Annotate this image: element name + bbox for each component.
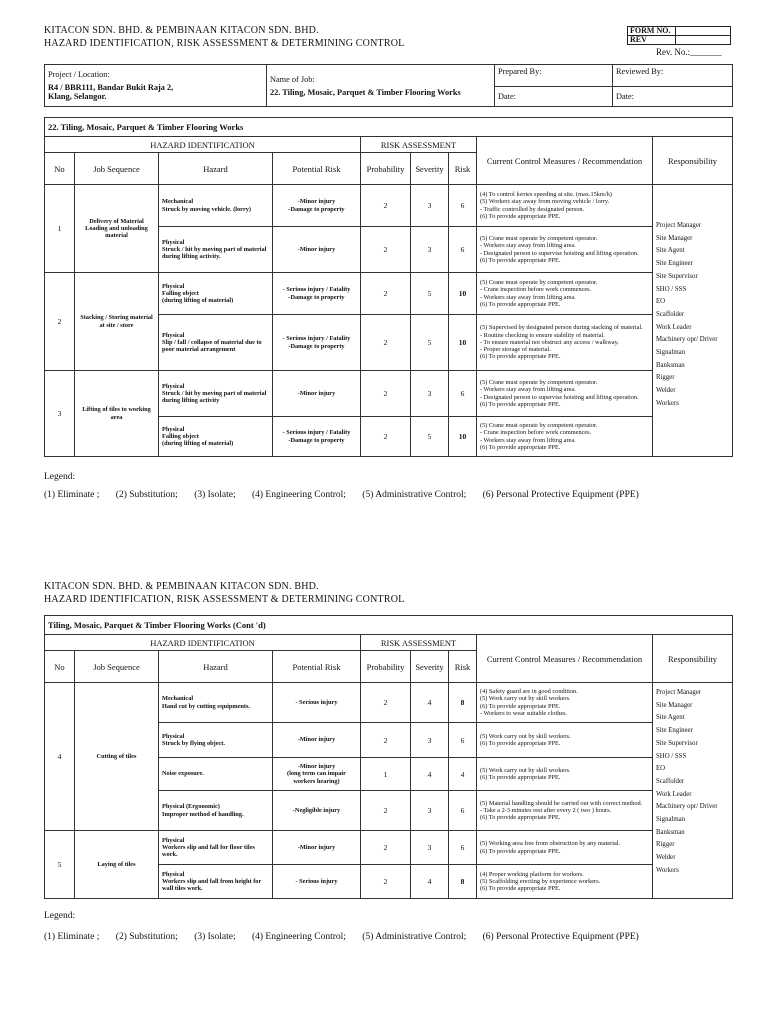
job-number: 2 xyxy=(45,273,75,371)
responsibility-item: Welder xyxy=(656,854,676,862)
risk-cell: 6 xyxy=(449,723,477,758)
hazard-cell: Physical Falling object (during lifting of material) xyxy=(159,273,273,315)
hazard-cell: Physical Falling object (during lifting of material) xyxy=(159,417,273,457)
responsibility-item: Site Manager xyxy=(656,234,693,242)
potential-risk-cell: -Minor injury xyxy=(273,371,361,417)
legend-title-2: Legend: xyxy=(44,911,76,921)
document-title-2: HAZARD IDENTIFICATION, RISK ASSESSMENT & DETERMINING CONTROL xyxy=(44,594,405,605)
severity-cell: 4 xyxy=(411,865,449,899)
probability-cell: 2 xyxy=(361,371,411,417)
control-cell: (5) Supervised by designated person during stacking of material. - Routine checking to ensure stability of material. - To ensure material not obstruct any access / walkway. - Proper storage of material. (6) To provide appropriate PPE. xyxy=(477,315,653,371)
responsibility-item: Work Leader xyxy=(656,323,692,331)
potential-risk-cell: -Minor injury xyxy=(273,831,361,865)
potential-risk-cell: -Negligible injury xyxy=(273,791,361,831)
responsibility-header: Responsibility xyxy=(653,137,733,185)
hazard-cell: Noise exposure. xyxy=(159,758,273,791)
responsibility-list xyxy=(653,185,733,457)
legend-items-2 xyxy=(44,932,653,942)
probability-cell: 2 xyxy=(361,683,411,723)
no-header: No xyxy=(45,153,75,185)
hazard-table-page1 xyxy=(44,117,733,457)
hazard-cell: Physical Struck by flying object. xyxy=(159,723,273,758)
hazard-cell: Physical Slip / fall / collapse of material due to poor material arrangement xyxy=(159,315,273,371)
risk-header: Risk xyxy=(449,153,477,185)
responsibility-item: Site Supervisor xyxy=(656,272,698,280)
legend-item: (1) Eliminate ; xyxy=(44,490,100,500)
responsibility-item: Machinery opr/ Driver xyxy=(656,336,718,344)
risk-cell: 6 xyxy=(449,185,477,227)
potential-risk-cell: -Minor injury xyxy=(273,227,361,273)
potential-risk-cell: - Serious injury / Fatality -Damage to property xyxy=(273,315,361,371)
responsibility-list-2 xyxy=(653,683,733,899)
probability-cell: 2 xyxy=(361,227,411,273)
job-sequence: Delivery of Material Loading and unloading material xyxy=(75,185,159,273)
job-number: 1 xyxy=(45,185,75,273)
project-info-table xyxy=(44,64,733,107)
responsibility-item: SHO / SSS xyxy=(656,285,687,293)
severity-cell: 4 xyxy=(411,758,449,791)
responsibility-item: Site Engineer xyxy=(656,727,693,735)
potential-risk-cell: - Serious injury xyxy=(273,683,361,723)
job-sequence: Cutting of tiles xyxy=(75,683,159,831)
document-title: HAZARD IDENTIFICATION, RISK ASSESSMENT & DETERMINING CONTROL xyxy=(44,38,405,49)
job-sequence: Stacking / Storing material at site / store xyxy=(75,273,159,371)
control-cell: (5) Crane must operate by competent operator. - Workers stay away from lifting area. - Designated person to supervise hoisting and lifting operation. (6) To provide appropriate PPE. xyxy=(477,227,653,273)
name-of-job-cell xyxy=(267,65,495,107)
table-row xyxy=(45,683,733,723)
probability-header: Probability xyxy=(361,153,411,185)
job-sequence: Lifting of tiles to working area xyxy=(75,371,159,457)
responsibility-item: Signalman xyxy=(656,816,686,824)
probability-cell: 2 xyxy=(361,273,411,315)
responsibility-item: EO xyxy=(656,765,666,773)
severity-cell: 3 xyxy=(411,831,449,865)
reviewed-by-label: Reviewed By: xyxy=(613,66,732,87)
project-location-value-line2: Klang, Selangor. xyxy=(48,92,107,101)
form-number-box xyxy=(627,26,731,45)
control-cell: (5) Working area free from obstruction by any material. (6) To provide appropriate PPE. xyxy=(477,831,653,865)
probability-cell: 2 xyxy=(361,417,411,457)
table-row xyxy=(45,185,733,227)
severity-cell: 5 xyxy=(411,273,449,315)
hazard-cell: Physical Struck / hit by moving part of material during lifting activity. xyxy=(159,227,273,273)
job-sequence: Laying of tiles xyxy=(75,831,159,899)
severity-cell: 3 xyxy=(411,227,449,273)
control-cell: (5) Work carry out by skill workers. (6) To provide appropriate PPE. xyxy=(477,758,653,791)
table-row xyxy=(45,273,733,315)
risk-cell: 8 xyxy=(449,865,477,899)
probability-cell: 2 xyxy=(361,185,411,227)
legend-item: (5) Administrative Control; xyxy=(362,932,467,942)
rev-label: REV xyxy=(628,36,676,45)
risk-header: Risk xyxy=(449,651,477,683)
responsibility-item: Project Manager xyxy=(656,222,702,229)
risk-cell: 6 xyxy=(449,831,477,865)
probability-cell: 2 xyxy=(361,865,411,899)
risk-cell: 8 xyxy=(449,683,477,723)
reviewed-date-label: Date: xyxy=(616,91,634,101)
prepared-by-cell xyxy=(495,65,613,107)
project-location-value: R4 / BBR111, Bandar Bukit Raja 2, xyxy=(48,83,174,92)
risk-cell: 10 xyxy=(449,417,477,457)
prepared-date-label: Date: xyxy=(498,91,516,101)
responsibility-item: Site Supervisor xyxy=(656,739,698,747)
severity-cell: 3 xyxy=(411,371,449,417)
reviewed-by-cell xyxy=(613,65,733,107)
job-number: 5 xyxy=(45,831,75,899)
potential-risk-cell: -Minor injury (long term can impair workers hearing) xyxy=(273,758,361,791)
control-cell: (5) Crane must operate by competent operator. - Crane inspection before work commences. - Workers stay away from lifting area. (6) To provide appropriate PPE. xyxy=(477,417,653,457)
responsibility-item: Site Agent xyxy=(656,714,685,722)
responsibility-header: Responsibility xyxy=(653,635,733,683)
responsibility-item: Workers xyxy=(656,866,679,874)
risk-cell: 10 xyxy=(449,315,477,371)
potential-risk-header: Potential Risk xyxy=(273,153,361,185)
hazard-cell: Physical Struck / hit by moving part of material during lifting activity xyxy=(159,371,273,417)
severity-cell: 5 xyxy=(411,417,449,457)
risk-assessment-header: RISK ASSESSMENT xyxy=(361,137,477,153)
risk-cell: 6 xyxy=(449,371,477,417)
hazard-header: Hazard xyxy=(159,651,273,683)
job-number: 3 xyxy=(45,371,75,457)
probability-cell: 2 xyxy=(361,791,411,831)
responsibility-item: Rigger xyxy=(656,841,675,849)
legend-item: (6) Personal Protective Equipment (PPE) xyxy=(482,490,639,500)
risk-cell: 4 xyxy=(449,758,477,791)
control-measures-header: Current Control Measures / Recommendation xyxy=(477,137,653,185)
prepared-by-label: Prepared By: xyxy=(495,66,612,87)
rev-number: Rev. No.:_______ xyxy=(656,47,722,57)
responsibility-item: Rigger xyxy=(656,374,675,382)
no-header: No xyxy=(45,651,75,683)
legend-items xyxy=(44,490,653,500)
severity-cell: 5 xyxy=(411,315,449,371)
hazard-header: Hazard xyxy=(159,153,273,185)
legend-item: (6) Personal Protective Equipment (PPE) xyxy=(482,932,639,942)
job-number: 4 xyxy=(45,683,75,831)
severity-cell: 4 xyxy=(411,683,449,723)
responsibility-item: Scaffolder xyxy=(656,310,685,318)
potential-risk-cell: - Serious injury / Fatality -Damage to property xyxy=(273,417,361,457)
legend-item: (1) Eliminate ; xyxy=(44,932,100,942)
responsibility-item: Scaffolder xyxy=(656,777,685,785)
severity-cell: 3 xyxy=(411,791,449,831)
hazard-cell: Mechanical Hand cut by cutting equipments. xyxy=(159,683,273,723)
hazard-table-page2 xyxy=(44,615,733,899)
control-cell: (4) Proper working platform for workers. (5) Scaffolding erecting by experience workers. (6) To provide appropriate PPE. xyxy=(477,865,653,899)
name-of-job-label: Name of Job: xyxy=(270,74,315,84)
control-cell: (5) Material handling should be carried out with correct method. - Take a 2-3 minutes rest after every 2 ( two ) hours. (6) To provide appropriate PPE. xyxy=(477,791,653,831)
responsibility-item: Machinery opr/ Driver xyxy=(656,803,718,811)
job-sequence-header: Job Sequence xyxy=(75,153,159,185)
legend-item: (3) Isolate; xyxy=(194,932,236,942)
probability-header: Probability xyxy=(361,651,411,683)
hazard-identification-header: HAZARD IDENTIFICATION xyxy=(45,137,361,153)
responsibility-item: EO xyxy=(656,298,666,306)
probability-cell: 2 xyxy=(361,723,411,758)
responsibility-item: Site Engineer xyxy=(656,260,693,268)
responsibility-item: Banksman xyxy=(656,828,685,836)
potential-risk-header: Potential Risk xyxy=(273,651,361,683)
responsibility-item: Banksman xyxy=(656,361,685,369)
control-cell: (4) Safety guard are in good condition. (5) Work carry out by skill workers. (6) To provide appropriate PPE. - Workers to wear suitable clothes. xyxy=(477,683,653,723)
legend-item: (5) Administrative Control; xyxy=(362,490,467,500)
responsibility-item: SHO / SSS xyxy=(656,752,687,760)
hazard-cell: Mechanical Struck by moving vehicle. (lorry) xyxy=(159,185,273,227)
legend-item: (2) Substitution; xyxy=(115,932,178,942)
risk-cell: 10 xyxy=(449,273,477,315)
form-no-label: FORM NO. xyxy=(628,27,676,36)
control-cell: (5) Crane must operate by competent operator. - Crane inspection before work commences. - Workers stay away from lifting area. (6) To provide appropriate PPE. xyxy=(477,273,653,315)
potential-risk-cell: - Serious injury / Fatality -Damage to property xyxy=(273,273,361,315)
control-cell: (5) Crane must operate by competent operator. - Workers stay away from lifting area. - Designated person to supervise hoisting and lifting operation. (6) To provide appropriate PPE. xyxy=(477,371,653,417)
hazard-cell: Physical Workers slip and fall from height for wall tiles work. xyxy=(159,865,273,899)
table-row xyxy=(45,831,733,865)
responsibility-item: Site Agent xyxy=(656,247,685,255)
legend-item: (3) Isolate; xyxy=(194,490,236,500)
project-location-cell xyxy=(45,65,267,107)
company-name: KITACON SDN. BHD. & PEMBINAAN KITACON SDN. BHD. xyxy=(44,25,319,36)
legend-item: (2) Substitution; xyxy=(115,490,178,500)
probability-cell: 2 xyxy=(361,315,411,371)
severity-header: Severity xyxy=(411,651,449,683)
hazard-cell: Physical (Ergonomic) Improper method of handling. xyxy=(159,791,273,831)
responsibility-item: Workers xyxy=(656,399,679,407)
responsibility-item: Signalman xyxy=(656,349,686,357)
project-location-label: Project / Location: xyxy=(48,70,110,79)
probability-cell: 2 xyxy=(361,831,411,865)
control-cell: (5) Work carry out by skill workers. (6) To provide appropriate PPE. xyxy=(477,723,653,758)
legend-item: (4) Engineering Control; xyxy=(251,490,346,500)
section-title: 22. Tiling, Mosaic, Parquet & Timber Flooring Works xyxy=(45,118,733,137)
company-name-2: KITACON SDN. BHD. & PEMBINAAN KITACON SDN. BHD. xyxy=(44,581,319,592)
risk-cell: 6 xyxy=(449,227,477,273)
responsibility-item: Site Manager xyxy=(656,701,693,709)
name-of-job-value: 22. Tiling, Mosaic, Parquet & Timber Flooring Works xyxy=(270,87,461,97)
severity-cell: 3 xyxy=(411,723,449,758)
potential-risk-cell: -Minor injury xyxy=(273,723,361,758)
responsibility-item: Project Manager xyxy=(656,689,702,696)
section-title-2: Tiling, Mosaic, Parquet & Timber Flooring Works (Cont 'd) xyxy=(45,616,733,635)
hazard-cell: Physical Workers slip and fall for floor tiles work. xyxy=(159,831,273,865)
probability-cell: 1 xyxy=(361,758,411,791)
severity-cell: 3 xyxy=(411,185,449,227)
job-sequence-header: Job Sequence xyxy=(75,651,159,683)
potential-risk-cell: - Serious injury xyxy=(273,865,361,899)
severity-header: Severity xyxy=(411,153,449,185)
control-cell: (4) To control lorries speeding at site. (max.15km/h) (5) Workers stay away from moving vehicle / lorry. - Traffic controlled by designated person. (6) To provide appropriate PPE. xyxy=(477,185,653,227)
hazard-identification-header: HAZARD IDENTIFICATION xyxy=(45,635,361,651)
responsibility-item: Welder xyxy=(656,387,676,395)
legend-title: Legend: xyxy=(44,472,76,482)
legend-item: (4) Engineering Control; xyxy=(251,932,346,942)
table-row xyxy=(45,371,733,417)
risk-cell: 6 xyxy=(449,791,477,831)
control-measures-header: Current Control Measures / Recommendation xyxy=(477,635,653,683)
risk-assessment-header: RISK ASSESSMENT xyxy=(361,635,477,651)
potential-risk-cell: -Minor injury -Damage to property xyxy=(273,185,361,227)
responsibility-item: Work Leader xyxy=(656,790,692,798)
